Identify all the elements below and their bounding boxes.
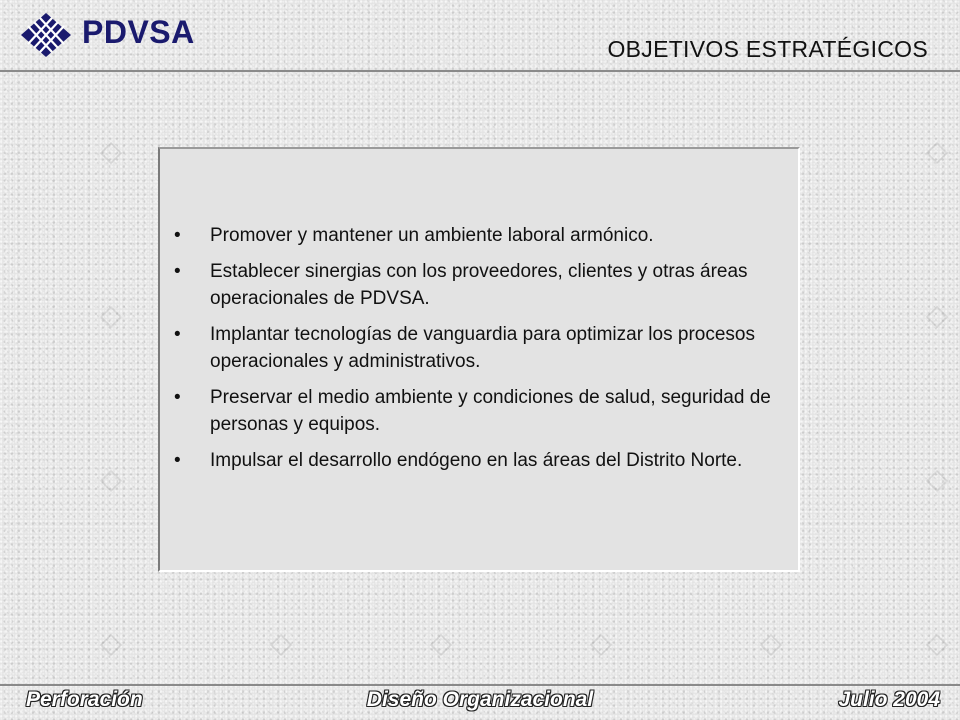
- footer-left-text: Perforación: [26, 688, 143, 711]
- watermark-logo-icon: [926, 470, 948, 492]
- bullet-icon: •: [174, 387, 181, 408]
- list-item: [172, 222, 782, 249]
- watermark-logo-icon: [430, 634, 452, 656]
- pdvsa-logo-icon: [20, 12, 72, 58]
- list-item-text: Implantar tecnologías de vanguardia para optimizar los procesos operacionales y administrativos.: [210, 324, 755, 372]
- watermark-logo-icon: [100, 142, 122, 164]
- watermark-logo-icon: [926, 306, 948, 328]
- bullet-icon: •: [174, 261, 181, 282]
- list-item: [172, 321, 782, 375]
- list-item-text: Promover y mantener un ambiente laboral armónico.: [210, 225, 654, 246]
- slide-header: [0, 0, 960, 72]
- list-item: [172, 258, 782, 312]
- list-item: [172, 384, 782, 438]
- footer-center-text: Diseño Organizacional: [366, 688, 594, 711]
- list-item-text: Preservar el medio ambiente y condiciones de salud, seguridad de personas y equipos.: [210, 387, 771, 435]
- list-item-text: Impulsar el desarrollo endógeno en las áreas del Distrito Norte.: [210, 450, 743, 471]
- watermark-logo-icon: [590, 634, 612, 656]
- list-item: [172, 447, 782, 474]
- watermark-logo-icon: [926, 142, 948, 164]
- list-item-text: Establecer sinergias con los proveedores, clientes y otras áreas operacionales de PDVSA.: [210, 261, 748, 309]
- watermark-logo-icon: [760, 634, 782, 656]
- footer-right-text: Julio 2004: [838, 688, 940, 711]
- footer-divider: [0, 684, 960, 686]
- watermark-logo-icon: [270, 634, 292, 656]
- page-title: OBJETIVOS ESTRATÉGICOS: [607, 36, 928, 62]
- objectives-panel: [158, 147, 800, 572]
- watermark-logo-icon: [100, 634, 122, 656]
- bullet-icon: •: [174, 324, 181, 345]
- watermark-logo-icon: [100, 470, 122, 492]
- bullet-icon: •: [174, 450, 181, 471]
- brand-name: PDVSA: [82, 14, 195, 50]
- watermark-logo-icon: [100, 306, 122, 328]
- bullet-icon: •: [174, 225, 181, 246]
- watermark-logo-icon: [926, 634, 948, 656]
- objectives-list: [172, 222, 782, 483]
